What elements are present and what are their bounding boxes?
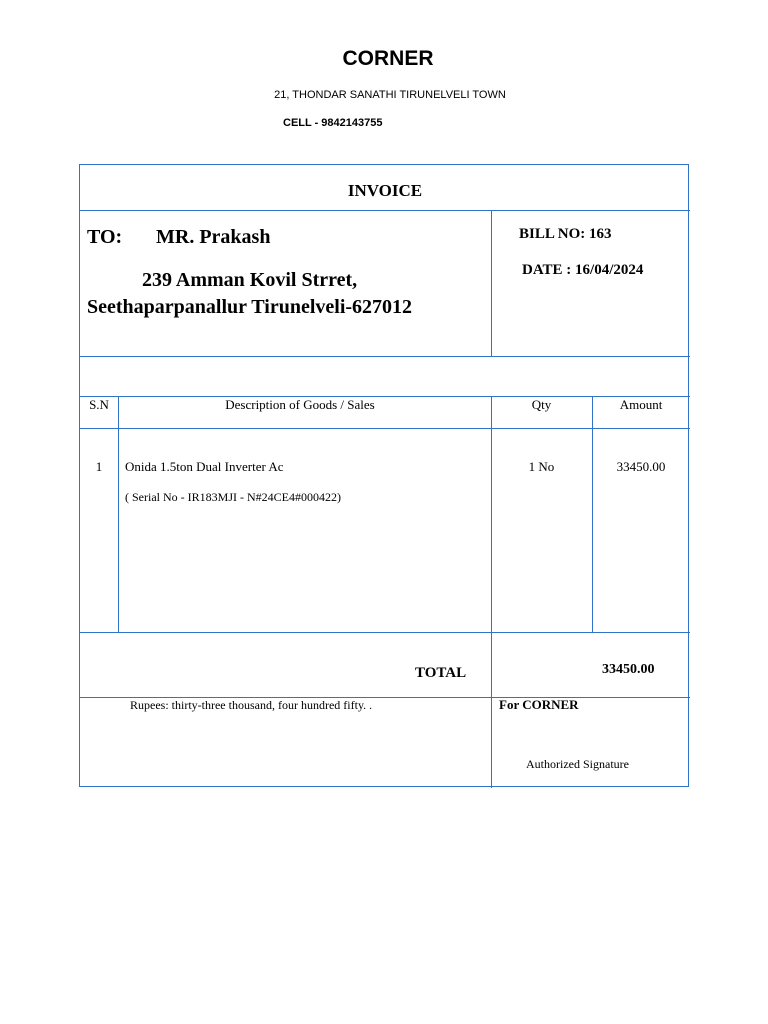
row-serial: ( Serial No - IR183MJI - N#24CE4#000422) [125, 490, 341, 504]
header-qty: Qty [531, 397, 552, 412]
total-label: TOTAL [415, 665, 467, 681]
bill-number: BILL NO: 163 [519, 226, 612, 242]
invoice-title: INVOICE [347, 181, 423, 200]
divider-qty [592, 396, 593, 632]
bill-date: DATE : 16/04/2024 [522, 262, 644, 278]
shop-cell: CELL - 9842143755 [283, 117, 383, 129]
shop-name: CORNER [342, 47, 434, 70]
amount-in-words: Rupees: thirty-three thousand, four hundred fifty. . [130, 698, 373, 712]
address-line2: Seethaparpanallur Tirunelveli-627012 [87, 296, 413, 318]
row-description: Onida 1.5ton Dual Inverter Ac [125, 459, 284, 474]
customer-name: MR. Prakash [156, 226, 271, 248]
invoice-box [79, 164, 689, 787]
for-shop: For CORNER [499, 697, 579, 712]
divider-desc [491, 396, 492, 788]
to-label: TO: [87, 226, 123, 248]
address-line1: 239 Amman Kovil Strret, [142, 269, 358, 291]
header-sn: S.N [89, 397, 109, 412]
header-description: Description of Goods / Sales [225, 397, 375, 412]
rule-address [80, 356, 690, 357]
row-sn: 1 [95, 459, 103, 474]
shop-address: 21, THONDAR SANATHI TIRUNELVELI TOWN [274, 89, 506, 101]
row-qty: 1 No [528, 459, 555, 474]
rule-items [80, 632, 690, 633]
divider-sn [118, 396, 119, 632]
authorized-signature: Authorized Signature [526, 757, 629, 771]
divider-address [491, 210, 492, 356]
rule-header [80, 428, 690, 429]
header-amount: Amount [619, 397, 663, 412]
total-amount: 33450.00 [602, 662, 655, 677]
row-amount: 33450.00 [616, 459, 666, 474]
rule-title [80, 210, 690, 211]
